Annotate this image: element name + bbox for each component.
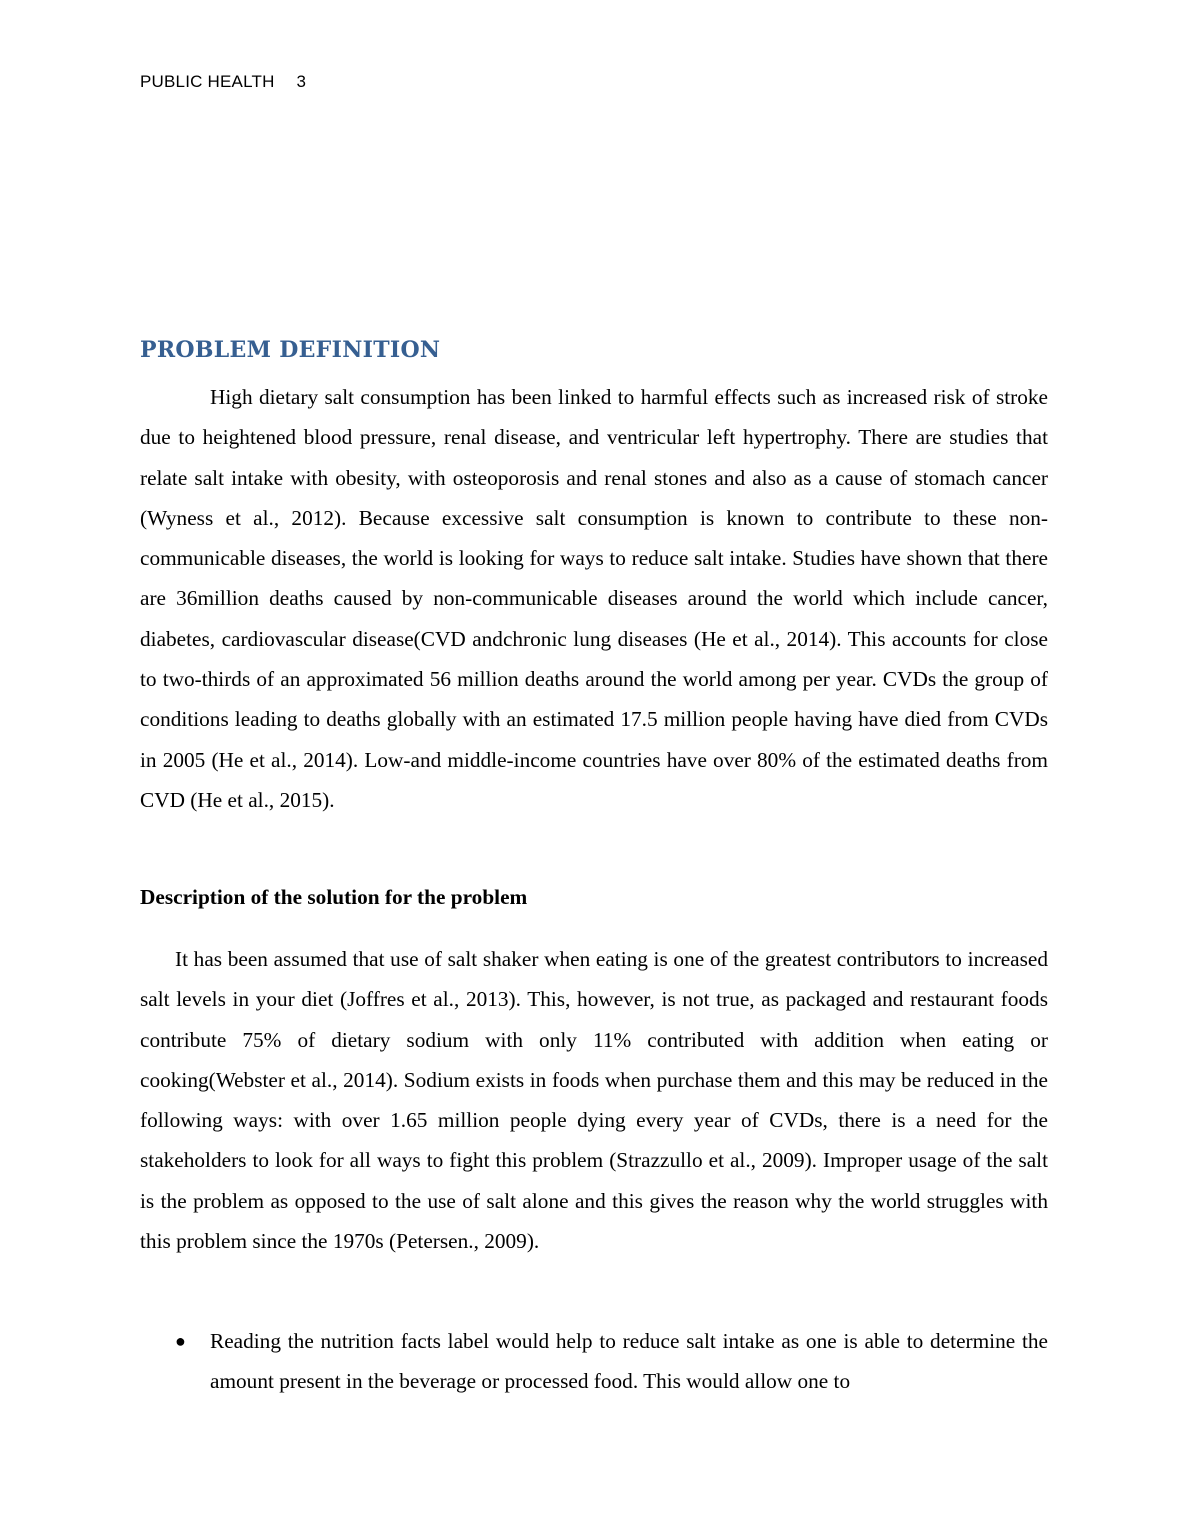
page-header (140, 72, 306, 92)
bullet-icon: ● (175, 1331, 186, 1351)
section-heading: PROBLEM DEFINITION (140, 337, 441, 363)
page-number: 3 (296, 72, 307, 91)
header-title: PUBLIC HEALTH (140, 72, 275, 91)
list-item (140, 1321, 1048, 1402)
problem-paragraph: High dietary salt consumption has been linked to harmful effects such as increased risk of stroke due to heightened blood pressure, renal disease, and ventricular left hypertrophy. There are studies that relate salt intake with obesity, with osteoporosis and renal stones and also as a cause of stomach cancer (Wyness et al., 2012). Because excessive salt consumption is known to contribute to these non-communicable diseases, the world is looking for ways to reduce salt intake. Studies have shown that there are 36million deaths caused by non-communicable diseases around the world which include cancer, diabetes, cardiovascular disease(CVD andchronic lung diseases (He et al., 2014). This accounts for close to two-thirds of an approximated 56 million deaths around the world among per year. CVDs the group of conditions leading to deaths globally with an estimated 17.5 million people having have died from CVDs in 2005 (He et al., 2014). Low-and middle-income countries have over 80% of the estimated deaths from CVD (He et al., 2015). (140, 385, 1048, 812)
solution-paragraph: It has been assumed that use of salt shaker when eating is one of the greatest contributors to increased salt levels in your diet (Joffres et al., 2013). This, however, is not true, as packaged and restaurant foods contribute 75% of dietary sodium with only 11% contributed with addition when eating or cooking(Webster et al., 2014). Sodium exists in foods when purchase them and this may be reduced in the following ways: with over 1.65 million people dying every year of CVDs, there is a need for the stakeholders to look for all ways to fight this problem (Strazzullo et al., 2009). Improper usage of the salt is the problem as opposed to the use of salt alone and this gives the reason why the world struggles with this problem since the 1970s (Petersen., 2009). (140, 947, 1048, 1254)
list-item-text: Reading the nutrition facts label would help to reduce salt intake as one is able to determine the amount present in the beverage or processed food. This would allow one to (210, 1329, 1048, 1394)
solution-subheading: Description of the solution for the problem (140, 885, 528, 909)
solution-bullet-list (140, 1321, 1048, 1402)
